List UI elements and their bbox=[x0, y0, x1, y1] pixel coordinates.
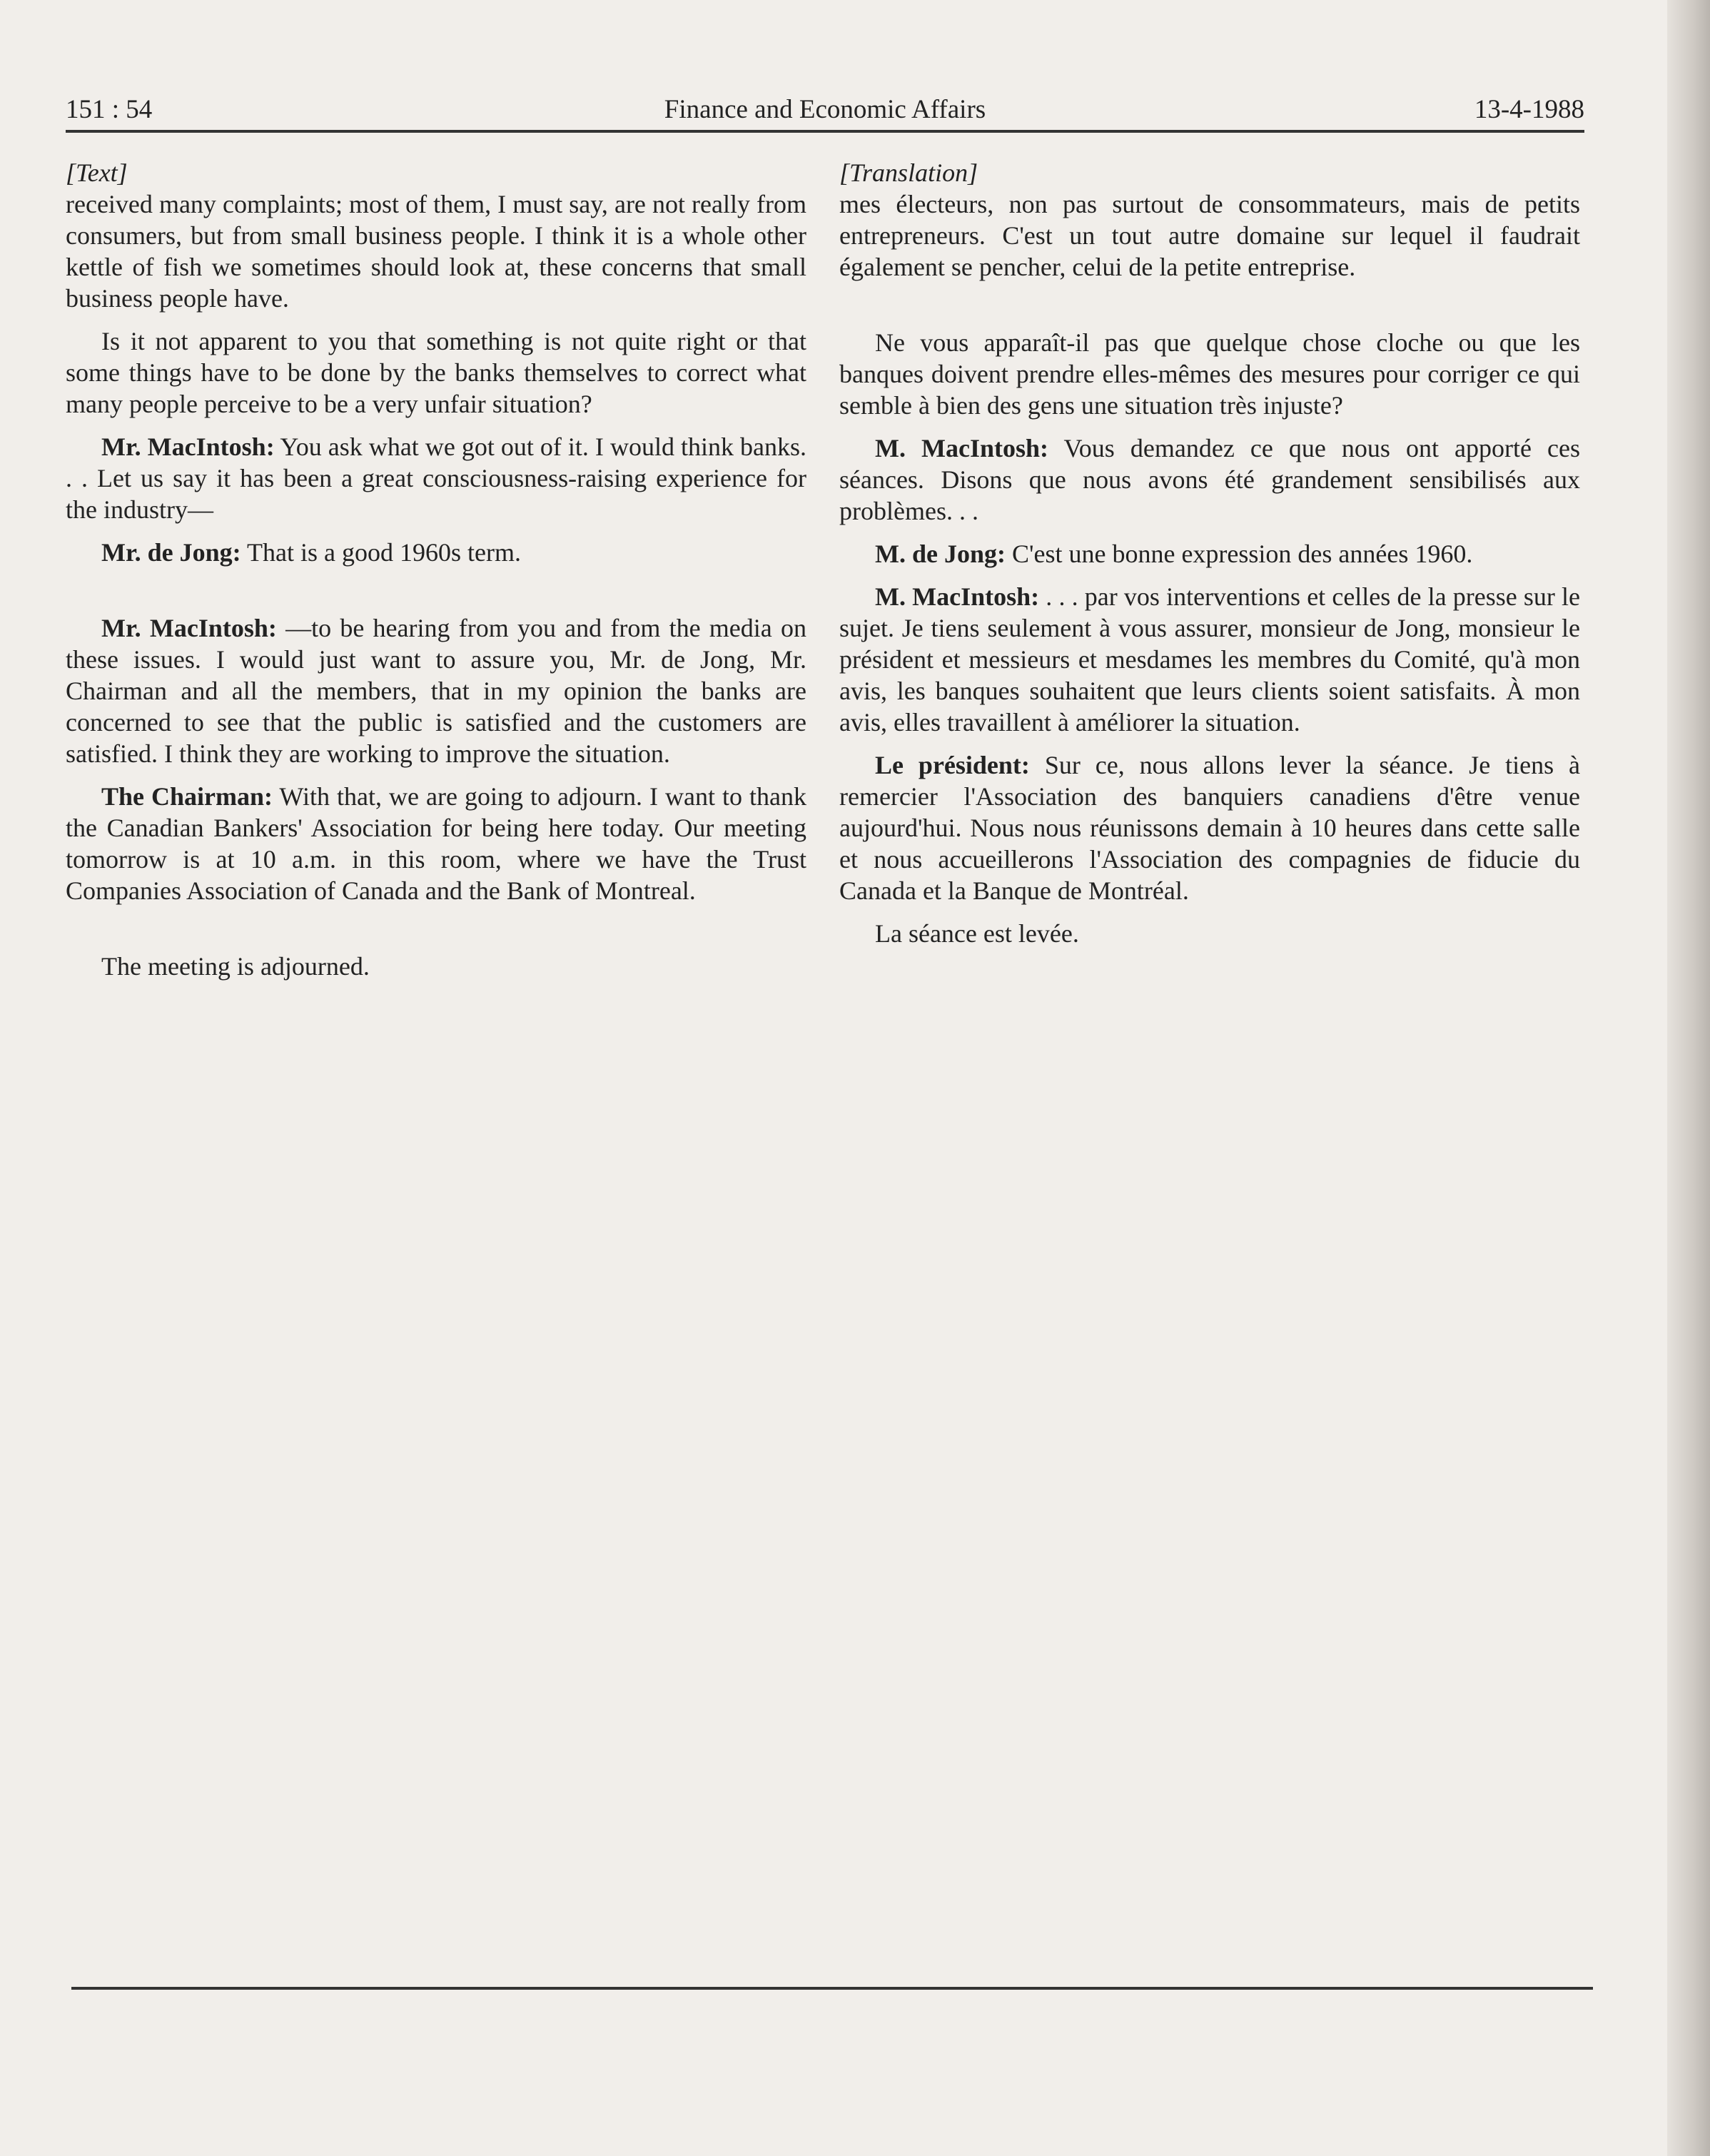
speech-text: Sur ce, nous allons lever la séance. Je tiens à remercier l'Association des banquiers canadiens d'être venue aujourd'hui. Nous nous réunissons demain à 10 heures dans cette salle et nous accueillerons l'Association des compagnies de fiducie du Canada et la Banque de Montréal. bbox=[839, 751, 1581, 905]
page-spine-shadow bbox=[1667, 0, 1710, 2156]
speech-paragraph bbox=[66, 431, 806, 525]
speech-text: —to be hearing from you and from the media on these issues. I would just want to assure you, Mr. de Jong, Mr. Chairman and all the members, that in my opinion the banks are concerned to see that the public is satisfied and the customers are satisfied. I think they are working to improve the situation. bbox=[66, 614, 806, 768]
header-date: 13-4-1988 bbox=[1474, 95, 1584, 124]
paragraph: Ne vous apparaît-il pas que quelque chose cloche ou que les banques doivent prendre elles-mêmes des mesures pour corriger ce qui semble à bien des gens une situation très injuste? bbox=[839, 328, 1580, 420]
speaker-name: Le président: bbox=[875, 751, 1030, 779]
speech-paragraph bbox=[839, 749, 1580, 906]
speech-text: That is a good 1960s term. bbox=[241, 538, 521, 567]
speech-text: You ask what we got out of it. I would think banks. . . Let us say it has been a great consciousness-raising experience for the industry— bbox=[66, 432, 806, 524]
english-column bbox=[66, 157, 806, 993]
page-number: 151 : 54 bbox=[66, 95, 153, 124]
running-title: Finance and Economic Affairs bbox=[664, 95, 986, 124]
french-column bbox=[839, 157, 1580, 961]
page-header bbox=[66, 94, 1584, 130]
speech-text: . . . par vos interventions et celles de la presse sur le sujet. Je tiens seulement à vous assurer, monsieur de Jong, monsieur le président et messieurs et mesdames les membres du Comité, qu'à mon avis, les banques souhaitent que leurs clients soient satisfaits. À mon avis, elles travaillent à améliorer la situation. bbox=[839, 582, 1580, 737]
speaker-name: Mr. MacIntosh: bbox=[101, 614, 277, 642]
speech-paragraph bbox=[839, 432, 1580, 527]
speaker-name: Mr. MacIntosh: bbox=[101, 432, 275, 461]
speaker-name: M. MacIntosh: bbox=[875, 582, 1040, 611]
speech-paragraph bbox=[66, 612, 806, 769]
speaker-name: Mr. de Jong: bbox=[101, 538, 241, 567]
paragraph: Is it not apparent to you that something is not quite right or that some things have to be done by the banks themselves to correct what many people perceive to be a very unfair situation? bbox=[66, 327, 806, 418]
footer-rule bbox=[71, 1987, 1593, 1990]
adjournment-line: La séance est levée. bbox=[875, 919, 1079, 948]
header-rule bbox=[66, 130, 1584, 133]
text-tag: [Text] bbox=[66, 158, 128, 187]
adjournment-line: The meeting is adjourned. bbox=[101, 952, 370, 981]
speech-text: Vous demandez ce que nous ont apporté ces séances. Disons que nous avons été grandement sensibilisés aux problèmes. . . bbox=[839, 434, 1580, 525]
paragraph: received many complaints; most of them, I must say, are not really from consumers, but from small business people. I think it is a whole other kettle of fish we sometimes should look at, these concerns that small business people have. bbox=[66, 190, 806, 313]
translation-tag: [Translation] bbox=[839, 158, 978, 187]
speech-paragraph bbox=[839, 581, 1580, 738]
speech-text: With that, we are going to adjourn. I want to thank the Canadian Bankers' Association for being here today. Our meeting tomorrow is at 10 a.m. in this room, where we have the Trust Companies Association of Canada and the Bank of Montreal. bbox=[66, 782, 807, 905]
speaker-name: The Chairman: bbox=[101, 782, 273, 811]
paragraph: mes électeurs, non pas surtout de consommateurs, mais de petits entrepreneurs. C'est un tout autre domaine sur lequel il faudrait également se pencher, celui de la petite entreprise. bbox=[839, 190, 1580, 281]
speech-paragraph bbox=[66, 537, 806, 568]
speaker-name: M. MacIntosh: bbox=[875, 434, 1049, 462]
speech-paragraph bbox=[839, 538, 1580, 570]
speaker-name: M. de Jong: bbox=[875, 540, 1006, 568]
speech-text: C'est une bonne expression des années 1960. bbox=[1006, 540, 1473, 568]
speech-paragraph bbox=[66, 781, 806, 906]
